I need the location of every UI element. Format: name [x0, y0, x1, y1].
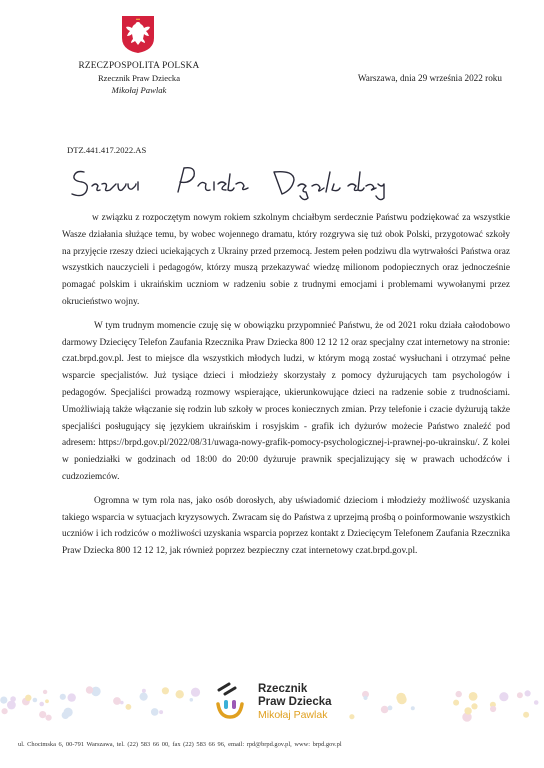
decorative-dot: [125, 704, 131, 710]
decorative-dot: [388, 706, 393, 711]
decorative-dot: [381, 706, 389, 714]
decorative-dot: [45, 699, 49, 703]
paragraph: W tym trudnym momencie czuję się w obowiązku przypomnieć Państwu, że od 2021 roku działa całodobowo darmowy Dziecięcy Telefon Zaufania Rzecznika Praw Dziecka 800 12 12 12 oraz specjalny czat internetowy na stronie: czat.brpd.gov.pl. Jest to miejsce dla wszystkich młodych ludzi, w którym mogą zostać wysłuchani i otrzymać pełne wsparcie specjalistów. Już tysiące dzieci i młodzieży skorzystały z pomocy dyżurujących tam psychologów i pedagogów. Specjaliści prowadzą rozmowy wspierające, ukierunkowujące dzieci na radzenie sobie z trudnościami. Umożliwiają także włączanie się rodzin lub szkoły w proces koniecznych zmian. Przy telefonie i czacie dyżurują także specjaliści posługujący się językiem ukraińskim i rosyjskim - grafik ich dyżurów możecie Państwo znaleźć pod adresem: https://brpd.gov.pl/2022/08/31/uwaga-nowy-grafik-pomocy-psychologicznej-i-prawnej-po-ukrainsku/. Z kolei w poniedziałki w godzinach od 18:00 do 20:00 dyżuruje prawnik specjalizujący się w prawach uchodźców i cudzoziemców.: [62, 320, 510, 482]
decorative-dot: [151, 708, 159, 716]
decorative-dot: [525, 690, 531, 696]
country-name: RZECZPOSPOLITA POLSKA: [78, 61, 200, 71]
decorative-dot: [469, 692, 478, 701]
letter-body: [62, 210, 510, 567]
decorative-dot: [517, 692, 523, 698]
logo-line-3: Mikołaj Pawlak: [258, 709, 328, 721]
decorative-dot: [349, 714, 354, 719]
decorative-dot: [397, 695, 407, 705]
decorative-dot: [113, 697, 121, 705]
decorative-dot: [191, 688, 200, 697]
paragraph: Ogromna w tym rola nas, jako osób dorosłych, aby uświadomić dzieciom i młodzieży możliwość uzyskania takiego wsparcia w sytuacjach kryzysowych. Zwracam się do Państwa z uprzejmą prośbą o poinformowanie wszystkich uczniów i ich rodziców o możliwości uzyskania wsparcia poprzez kontakt z Dziecięcym Telefonem Zaufania Rzecznika Praw Dziecka 800 12 12 12, jak również poprzez bezpieczny czat internetowy czat.brpd.gov.pl.: [62, 495, 510, 557]
decorative-dot: [43, 690, 47, 694]
decorative-dot: [534, 700, 539, 705]
decorative-dot: [39, 711, 46, 718]
letterhead: [66, 60, 212, 96]
office-name: Rzecznik Praw Dziecka: [97, 73, 181, 83]
decorative-dot: [162, 687, 169, 694]
decorative-dot: [453, 700, 459, 706]
reference-number: DTZ.441.417.2022.AS: [67, 145, 147, 155]
paragraph: w związku z rozpoczętym nowym rokiem szkolnym chciałbym serdecznie Państwu podziękować za wszystkie Wasze działania służące temu, by wobec wojennego dramatu, który rozgrywa się tuż obok Polski, przygotować szkoły na przyjęcie rzeszy dzieci uciekających z Ukrainy przed przemocą. Jestem pełen podziwu dla wytrwałości Państwa oraz wszystkich nauczycieli i pedagogów, którzy muszą przekazywać wiedzę milionom podopiecznych oraz jednocześnie pomagać polskim i ukraińskim uczniom w radzeniu sobie z trudnymi emocjami i problemami wywołanymi przez okrucieństwo wojny.: [62, 213, 510, 307]
decorative-dot: [471, 703, 477, 709]
decorative-dot: [190, 698, 194, 702]
decorative-dot: [46, 715, 52, 721]
decorative-dot: [490, 706, 496, 712]
decorative-dot: [456, 691, 462, 697]
decorative-dot: [0, 697, 7, 704]
office-holder-name: Mikołaj Pawlak: [111, 85, 167, 95]
decorative-dot: [33, 698, 38, 703]
decorative-dot: [60, 694, 66, 700]
decorative-dot: [2, 708, 8, 714]
logo-line-1: Rzecznik: [258, 683, 308, 695]
decorative-dot: [411, 706, 415, 710]
decorative-dot: [140, 693, 148, 701]
decorative-dot: [68, 693, 76, 701]
decorative-dot: [86, 686, 93, 693]
decorative-dot: [363, 696, 367, 700]
decorative-dot: [39, 702, 44, 707]
logo-line-2: Praw Dziecka: [258, 696, 332, 708]
contact-footer: ul. Chocimska 6, 00-791 Warszawa, tel. (22) 583 66 00, fax (22) 583 66 96, email: rpd@brpd.gov.pl, www: brpd.gov.pl: [18, 741, 342, 748]
decorative-dot: [523, 712, 529, 718]
rpd-logo-text: [258, 683, 332, 722]
decorative-dot: [176, 690, 184, 698]
decorative-dot: [464, 707, 471, 714]
rpd-logo-icon: [213, 680, 247, 720]
decorative-dot: [159, 710, 163, 714]
handwritten-salutation: [68, 162, 398, 204]
decorative-dot: [7, 701, 16, 710]
polish-emblem-icon: [120, 14, 156, 54]
decorative-dot: [499, 692, 508, 701]
decorative-dot: [142, 689, 146, 693]
decorative-dot: [62, 711, 70, 719]
place-and-date: Warszawa, dnia 29 września 2022 roku: [357, 73, 502, 83]
decorative-dot: [25, 695, 31, 701]
